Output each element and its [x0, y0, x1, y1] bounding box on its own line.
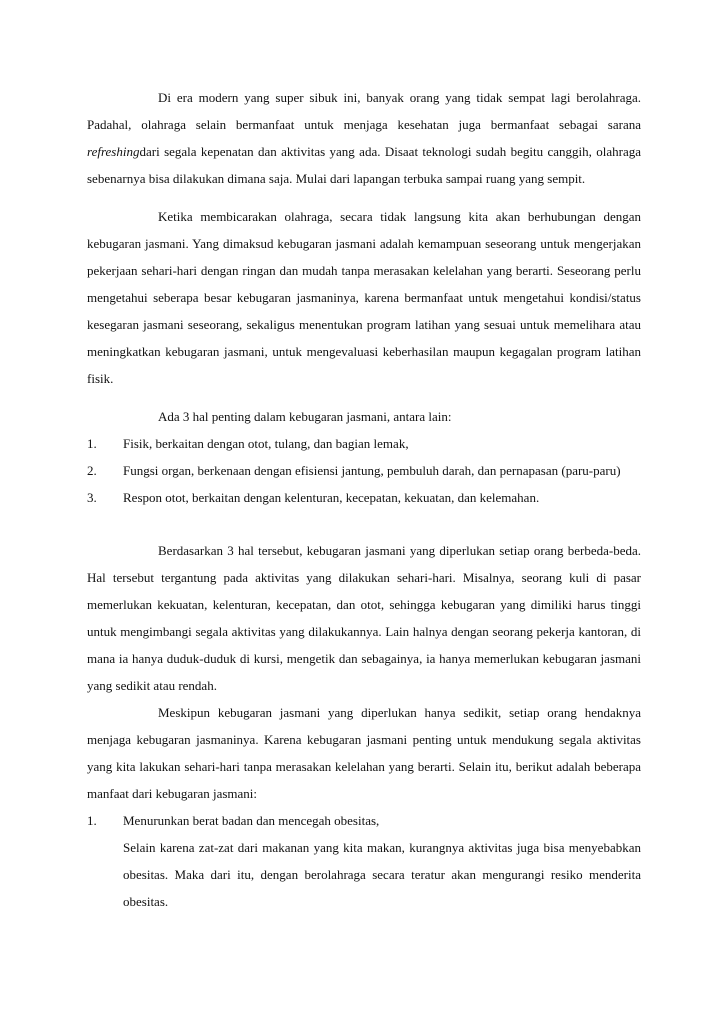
list-item-description: Selain karena zat-zat dari makanan yang kita makan, kurangnya aktivitas juga bisa menyebabkan obesitas. Maka dari itu, dengan berolahraga secara teratur akan mengurangi resiko menderita obesitas. — [123, 840, 641, 909]
paragraph-intro-text-end: dari segala kepenatan dan aktivitas yang ada. Disaat teknologi sudah begitu canggih, olahraga sebenarnya bisa dilakukan dimana saja. Mulai dari lapangan terbuka sampai ruang yang sempit. — [87, 144, 641, 186]
list-item-text: Menurunkan berat badan dan mencegah obesitas, — [123, 813, 380, 828]
list-item — [87, 457, 641, 484]
paragraph-definition: Ketika membicarakan olahraga, secara tidak langsung kita akan berhubungan dengan kebugaran jasmani. Yang dimaksud kebugaran jasmani adalah kemampuan seseorang untuk mengerjakan pekerjaan sehari-hari dengan ringan dan mudah tanpa merasakan kelelahan yang berarti. Seseorang perlu mengetahui seberapa besar kebugaran jasmaninya, karena bermanfaat untuk mengetahui kondisi/status kesegaran jasmani seseorang, sekaligus menentukan program latihan yang sesuai untuk memelihara atau meningkatkan kebugaran jasmani, untuk mengevaluasi keberhasilan maupun kegagalan program latihan fisik. — [87, 209, 641, 386]
paragraph-benefits-intro: Meskipun kebugaran jasmani yang diperlukan hanya sedikit, setiap orang hendaknya menjaga kebugaran jasmaninya. Karena kebugaran jasmani penting untuk mendukung segala aktivitas yang kita lakukan sehari-hari tanpa merasakan kelelahan yang berarti. Selain itu, berikut adalah beberapa manfaat dari kebugaran jasmani: — [87, 705, 641, 801]
list-item — [87, 484, 641, 511]
paragraph-intro-text-start: Di era modern yang super sibuk ini, banyak orang yang tidak sempat lagi berolahraga. Padahal, olahraga selain bermanfaat untuk menjaga kesehatan juga bermanfaat sebagai sarana — [87, 90, 641, 132]
list-benefits — [87, 807, 641, 915]
paragraph-differences: Berdasarkan 3 hal tersebut, kebugaran jasmani yang diperlukan setiap orang berbeda-beda. Hal tersebut tergantung pada aktivitas yang dilakukan sehari-hari. Misalnya, seorang kuli di pasar memerlukan kekuatan, kelenturan, kecepatan, dan otot, sehingga kebugaran yang dimiliki harus tinggi untuk mengimbangi segala aktivitas yang dilakukannya. Lain halnya dengan seorang pekerja kantoran, di mana ia hanya duduk-duduk di kursi, mengetik dan sebagainya, ia hanya memerlukan kebugaran jasmani yang sedikit atau rendah. — [87, 543, 641, 693]
paragraph-intro — [87, 84, 641, 192]
list-item-text: Fisik, berkaitan dengan otot, tulang, dan bagian lemak, — [123, 436, 409, 451]
paragraph-three-points-intro: Ada 3 hal penting dalam kebugaran jasmani, antara lain: — [158, 409, 452, 424]
list-item — [87, 430, 641, 457]
list-item-number: 1. — [87, 436, 97, 451]
list-item-number: 1. — [87, 813, 97, 828]
list-three-points — [87, 430, 641, 511]
list-item-number: 3. — [87, 490, 97, 505]
list-item-number: 2. — [87, 463, 97, 478]
list-item-text: Fungsi organ, berkenaan dengan efisiensi jantung, pembuluh darah, dan pernapasan (paru-paru) — [123, 463, 621, 478]
list-item — [87, 807, 641, 915]
list-item-text: Respon otot, berkaitan dengan kelenturan, kecepatan, kekuatan, dan kelemahan. — [123, 490, 540, 505]
paragraph-intro-italic-term: refreshing — [87, 144, 140, 159]
